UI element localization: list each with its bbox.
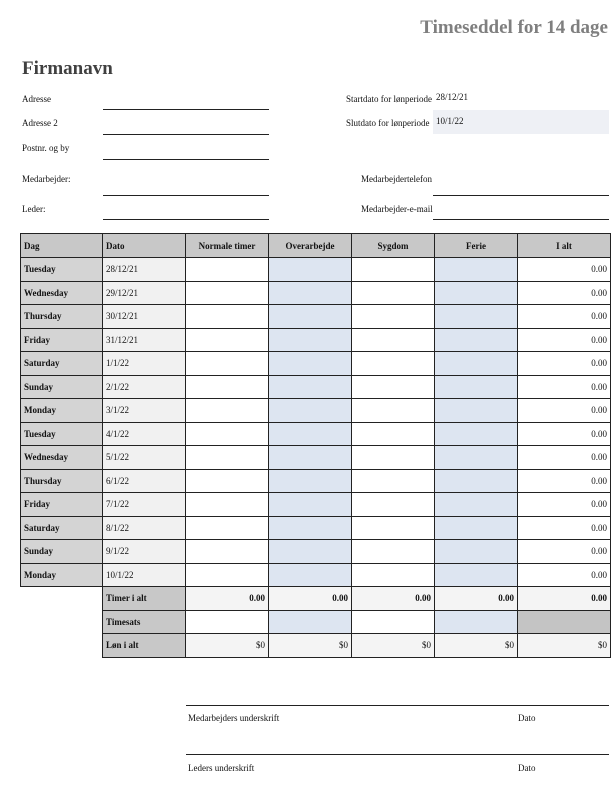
total-sick: 0.00 xyxy=(352,587,435,611)
vacation-cell[interactable] xyxy=(435,516,518,540)
end-date-label: Slutdato for lønperiode xyxy=(346,118,430,128)
vacation-cell[interactable] xyxy=(435,446,518,470)
table-row xyxy=(21,446,611,470)
sick-cell[interactable] xyxy=(352,258,435,282)
sick-cell[interactable] xyxy=(352,375,435,399)
sick-cell[interactable] xyxy=(352,469,435,493)
pay-vacation: $0 xyxy=(435,634,518,658)
day-cell: Monday xyxy=(21,563,103,587)
spacer-cell xyxy=(21,587,103,611)
table-row xyxy=(21,258,611,282)
regular-hours-cell[interactable] xyxy=(186,469,269,493)
sick-cell[interactable] xyxy=(352,422,435,446)
rate-total-disabled xyxy=(518,610,611,634)
date-cell: 3/1/22 xyxy=(103,399,186,423)
vacation-cell[interactable] xyxy=(435,305,518,329)
table-row xyxy=(21,305,611,329)
date-cell: 10/1/22 xyxy=(103,563,186,587)
employee-signature-line[interactable] xyxy=(186,705,609,706)
vacation-cell[interactable] xyxy=(435,540,518,564)
address2-label: Adresse 2 xyxy=(22,118,58,128)
regular-hours-cell[interactable] xyxy=(186,422,269,446)
regular-hours-cell[interactable] xyxy=(186,258,269,282)
sick-cell[interactable] xyxy=(352,281,435,305)
table-header-row xyxy=(21,234,611,258)
employee-field[interactable] xyxy=(103,195,269,196)
phone-field[interactable] xyxy=(433,195,609,196)
email-label: Medarbejder-e-mail xyxy=(361,204,433,214)
table-row xyxy=(21,328,611,352)
date-cell: 1/1/22 xyxy=(103,352,186,376)
vacation-cell[interactable] xyxy=(435,422,518,446)
header-day: Dag xyxy=(21,234,103,258)
rate-label: Timesats xyxy=(103,610,186,634)
totals-label: Timer i alt xyxy=(103,587,186,611)
employee-label: Medarbejder: xyxy=(22,174,71,184)
start-date-field[interactable] xyxy=(433,86,609,110)
address-field[interactable] xyxy=(103,109,269,110)
table-row xyxy=(21,281,611,305)
header-date: Dato xyxy=(103,234,186,258)
total-all: 0.00 xyxy=(518,587,611,611)
table-row xyxy=(21,493,611,517)
overtime-cell[interactable] xyxy=(269,399,352,423)
overtime-cell[interactable] xyxy=(269,493,352,517)
vacation-cell[interactable] xyxy=(435,493,518,517)
row-total-cell: 0.00 xyxy=(518,493,611,517)
day-cell: Friday xyxy=(21,493,103,517)
rate-overtime[interactable] xyxy=(269,610,352,634)
date-cell: 28/12/21 xyxy=(103,258,186,282)
vacation-cell[interactable] xyxy=(435,399,518,423)
address2-field[interactable] xyxy=(103,134,269,135)
start-date-label: Startdato for lønperiode xyxy=(346,94,432,104)
total-overtime: 0.00 xyxy=(269,587,352,611)
day-cell: Monday xyxy=(21,399,103,423)
sick-cell[interactable] xyxy=(352,446,435,470)
header-total: I alt xyxy=(518,234,611,258)
sick-cell[interactable] xyxy=(352,328,435,352)
row-total-cell: 0.00 xyxy=(518,281,611,305)
table-row xyxy=(21,540,611,564)
regular-hours-cell[interactable] xyxy=(186,516,269,540)
sick-cell[interactable] xyxy=(352,352,435,376)
day-cell: Thursday xyxy=(21,469,103,493)
pay-total: $0 xyxy=(518,634,611,658)
sick-cell[interactable] xyxy=(352,563,435,587)
date-cell: 6/1/22 xyxy=(103,469,186,493)
table-row xyxy=(21,422,611,446)
table-row xyxy=(21,399,611,423)
regular-hours-cell[interactable] xyxy=(186,446,269,470)
overtime-cell[interactable] xyxy=(269,305,352,329)
regular-hours-cell[interactable] xyxy=(186,352,269,376)
pay-sick: $0 xyxy=(352,634,435,658)
table-row xyxy=(21,563,611,587)
row-total-cell: 0.00 xyxy=(518,375,611,399)
header-sick: Sygdom xyxy=(352,234,435,258)
sick-cell[interactable] xyxy=(352,399,435,423)
row-total-cell: 0.00 xyxy=(518,540,611,564)
document-title: Timeseddel for 14 dage xyxy=(420,17,608,38)
spacer-cell xyxy=(21,610,103,634)
date-cell: 4/1/22 xyxy=(103,422,186,446)
day-cell: Wednesday xyxy=(21,446,103,470)
day-cell: Sunday xyxy=(21,540,103,564)
rate-regular[interactable] xyxy=(186,610,269,634)
manager-field[interactable] xyxy=(103,219,269,220)
manager-date-label: Dato xyxy=(518,763,536,773)
vacation-cell[interactable] xyxy=(435,281,518,305)
sick-cell[interactable] xyxy=(352,540,435,564)
table-row xyxy=(21,375,611,399)
start-date-value: 28/12/21 xyxy=(436,92,469,102)
pay-regular: $0 xyxy=(186,634,269,658)
total-regular: 0.00 xyxy=(186,587,269,611)
table-row xyxy=(21,352,611,376)
regular-hours-cell[interactable] xyxy=(186,540,269,564)
table-row xyxy=(21,516,611,540)
pay-overtime: $0 xyxy=(269,634,352,658)
overtime-cell[interactable] xyxy=(269,516,352,540)
regular-hours-cell[interactable] xyxy=(186,399,269,423)
phone-label: Medarbejdertelefon xyxy=(361,174,432,184)
day-cell: Tuesday xyxy=(21,422,103,446)
company-name[interactable]: Firmanavn xyxy=(22,58,113,79)
row-total-cell: 0.00 xyxy=(518,422,611,446)
vacation-cell[interactable] xyxy=(435,352,518,376)
regular-hours-cell[interactable] xyxy=(186,281,269,305)
row-total-cell: 0.00 xyxy=(518,352,611,376)
date-cell: 29/12/21 xyxy=(103,281,186,305)
sick-cell[interactable] xyxy=(352,305,435,329)
spacer-cell xyxy=(21,634,103,658)
overtime-cell[interactable] xyxy=(269,422,352,446)
rate-row xyxy=(21,610,611,634)
overtime-cell[interactable] xyxy=(269,258,352,282)
overtime-cell[interactable] xyxy=(269,328,352,352)
row-total-cell: 0.00 xyxy=(518,328,611,352)
date-cell: 30/12/21 xyxy=(103,305,186,329)
date-cell: 2/1/22 xyxy=(103,375,186,399)
timesheet-table xyxy=(20,233,611,658)
date-cell: 7/1/22 xyxy=(103,493,186,517)
row-total-cell: 0.00 xyxy=(518,516,611,540)
pay-row xyxy=(21,634,611,658)
table-row xyxy=(21,469,611,493)
overtime-cell[interactable] xyxy=(269,281,352,305)
vacation-cell[interactable] xyxy=(435,328,518,352)
pay-label: Løn i alt xyxy=(103,634,186,658)
header-vacation: Ferie xyxy=(435,234,518,258)
rate-sick[interactable] xyxy=(352,610,435,634)
row-total-cell: 0.00 xyxy=(518,446,611,470)
total-vacation: 0.00 xyxy=(435,587,518,611)
day-cell: Friday xyxy=(21,328,103,352)
date-cell: 8/1/22 xyxy=(103,516,186,540)
row-total-cell: 0.00 xyxy=(518,258,611,282)
day-cell: Tuesday xyxy=(21,258,103,282)
end-date-value: 10/1/22 xyxy=(436,116,464,126)
day-cell: Thursday xyxy=(21,305,103,329)
date-cell: 31/12/21 xyxy=(103,328,186,352)
row-total-cell: 0.00 xyxy=(518,563,611,587)
postal-label: Postnr. og by xyxy=(22,143,70,153)
manager-label: Leder: xyxy=(22,204,46,214)
regular-hours-cell[interactable] xyxy=(186,563,269,587)
overtime-cell[interactable] xyxy=(269,563,352,587)
overtime-cell[interactable] xyxy=(269,375,352,399)
day-cell: Wednesday xyxy=(21,281,103,305)
vacation-cell[interactable] xyxy=(435,258,518,282)
overtime-cell[interactable] xyxy=(269,352,352,376)
end-date-field[interactable] xyxy=(433,110,609,134)
manager-signature-line[interactable] xyxy=(186,754,609,755)
address-label: Adresse xyxy=(22,94,51,104)
vacation-cell[interactable] xyxy=(435,563,518,587)
day-cell: Sunday xyxy=(21,375,103,399)
employee-signature-label: Medarbejders underskrift xyxy=(188,713,280,723)
row-total-cell: 0.00 xyxy=(518,469,611,493)
regular-hours-cell[interactable] xyxy=(186,493,269,517)
regular-hours-cell[interactable] xyxy=(186,375,269,399)
sick-cell[interactable] xyxy=(352,516,435,540)
overtime-cell[interactable] xyxy=(269,446,352,470)
regular-hours-cell[interactable] xyxy=(186,328,269,352)
date-cell: 9/1/22 xyxy=(103,540,186,564)
rate-vacation[interactable] xyxy=(435,610,518,634)
vacation-cell[interactable] xyxy=(435,375,518,399)
header-regular-hours: Normale timer xyxy=(186,234,269,258)
totals-row xyxy=(21,587,611,611)
overtime-cell[interactable] xyxy=(269,540,352,564)
header-overtime: Overarbejde xyxy=(269,234,352,258)
day-cell: Saturday xyxy=(21,352,103,376)
manager-signature-label: Leders underskrift xyxy=(188,763,255,773)
sick-cell[interactable] xyxy=(352,493,435,517)
date-cell: 5/1/22 xyxy=(103,446,186,470)
vacation-cell[interactable] xyxy=(435,469,518,493)
email-field[interactable] xyxy=(433,219,609,220)
row-total-cell: 0.00 xyxy=(518,305,611,329)
day-cell: Saturday xyxy=(21,516,103,540)
postal-field[interactable] xyxy=(103,159,269,160)
row-total-cell: 0.00 xyxy=(518,399,611,423)
employee-date-label: Dato xyxy=(518,713,536,723)
regular-hours-cell[interactable] xyxy=(186,305,269,329)
overtime-cell[interactable] xyxy=(269,469,352,493)
